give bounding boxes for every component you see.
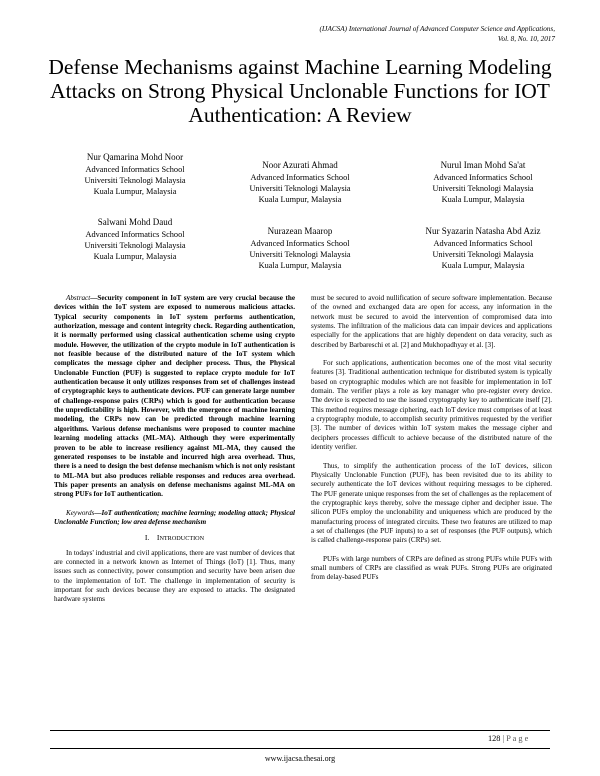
- author-affiliation: Advanced Informatics School: [250, 173, 350, 182]
- author-block: [225, 226, 375, 271]
- section-title-initial: I: [156, 533, 160, 543]
- author-university: Universiti Teknologi Malaysia: [84, 176, 186, 185]
- footer-divider: [50, 748, 550, 749]
- author-name: Salwani Mohd Daud: [97, 217, 173, 227]
- author-block: [60, 217, 210, 262]
- body-paragraph: For such applications, authentication becomes one of the most vital security features [3]. Traditional authentication technique for distributed system is typically based on cryptographic modules which are not feasible for implementation in IoT domain. The verifier plays a role as key manager who pre-register every device. The device is expected to use the issued cryptography key to authenticate itself [2]. This method requires message ciphering, each IoT device must comprises of at least a cryptography module, to accomplish security primitives requested by the verifier [3]. The number of devices within IoT system makes the message cipher and deciphers processes difficult to achieve because of the distributed nature of the identity verifier.: [311, 359, 552, 452]
- author-affiliation: Advanced Informatics School: [433, 239, 533, 248]
- body-paragraph: PUFs with large numbers of CRPs are defined as strong PUFs while PUFs with small numbers of CRPs are classified as weak PUFs. Strong PUFs are originated from delay-based PUFs: [311, 554, 552, 582]
- author-name: Nur Syazarin Natasha Abd Aziz: [425, 226, 541, 236]
- section-heading-introduction: [54, 533, 295, 543]
- author-affiliation: Advanced Informatics School: [85, 165, 185, 174]
- keywords-label: Keywords: [66, 508, 95, 517]
- author-location: Kuala Lumpur, Malaysia: [93, 187, 177, 196]
- author-location: Kuala Lumpur, Malaysia: [258, 261, 342, 270]
- journal-url: www.ijacsa.thesai.org: [264, 754, 336, 763]
- author-location: Kuala Lumpur, Malaysia: [93, 252, 177, 261]
- author-university: Universiti Teknologi Malaysia: [249, 184, 351, 193]
- author-location: Kuala Lumpur, Malaysia: [441, 261, 525, 270]
- author-location: Kuala Lumpur, Malaysia: [258, 195, 342, 204]
- author-block: [400, 226, 566, 271]
- body-paragraph: In todays' industrial and civil applications, there are vast number of devices that are connected in a network known as Internet of Things (IoT) [1]. Thus, many issues such as connectivity, power consumption and security have been arisen due to the implementation of IoT. The challenge in implementation of security is important for such devices because they are exposed to attacks. The designated hardware systems: [54, 548, 295, 604]
- author-name: Nurul Iman Mohd Sa'at: [440, 160, 526, 170]
- abstract-label: Abstract: [66, 294, 91, 302]
- author-affiliation: Advanced Informatics School: [85, 230, 185, 239]
- abstract-text: —Security component in IoT system are very crucial because the devices within the IoT system are exposed to numerous malicious attacks. Typical security components in IoT system performs authentication, authorization, message and content integrity check. Regarding authentication, it is normally performed using classical authentication scheme using crypto module. However, the utilization of the crypto module in IoT authentication is not feasible because of the distributed nature of the IoT system which complicates the message cipher and decipher process. Thus, the Physical Unclonable Function (PUF) is suggested to replace crypto module for IoT authentication because it only utilizes responses from set of challenges instead of cryptographic keys to authenticate devices. PUF can generate large number of challenge-response pairs (CRPs) which is good for authentication because the unpredictability is high. However, with the emergence of machine learning modeling, the CRPs now can be predicted through machine learning algorithms. Various defense mechanisms were proposed to counter machine learning modeling attacks (ML-MA). Although they were experimentally proven to be able to increase resiliency against ML-MA, they caused the generated responses to be instable and incurred high area overhead. Thus, there is a need to design the best defense mechanism which is not only resistant to ML-MA but also produces reliable responses and reduces area overhead. This paper presents an analysis on defense mechanisms against ML-MA on strong PUFs for IoT authentication.: [54, 294, 295, 499]
- journal-volume: Vol. 8, No. 10, 2017: [497, 35, 555, 43]
- author-university: Universiti Teknologi Malaysia: [432, 184, 534, 193]
- right-column: [311, 294, 552, 583]
- author-block: [60, 152, 210, 197]
- body-paragraph: Thus, to simplify the authentication process of the IoT devices, silicon Physically Unclonable Function (PUF), has been revisited due to its ability to securely authenticate the IoT devices without requiring messages to be ciphered. The PUF generate unique responses from the set of challenges as the replacement of the cryptographic keys thereby, solve the message cipher and decipher issue. The silicon PUFs employ the unclonability and uniqueness which are produced by the manufacturing process of integrated circuits. These two features are utilized to map a set of challenges (the PUF inputs) to a set of responses (the PUF outputs), which is called challenge-response pairs (CRPs) set.: [311, 461, 552, 545]
- author-name: Nurazean Maarop: [267, 226, 333, 236]
- page-label: | P a g e: [502, 734, 529, 743]
- journal-name: (IJACSA) International Journal of Advanced Computer Science and Applications,: [319, 25, 555, 33]
- author-university: Universiti Teknologi Malaysia: [84, 241, 186, 250]
- author-block: [225, 160, 375, 205]
- page-number-value: 128: [488, 734, 501, 743]
- author-affiliation: Advanced Informatics School: [250, 239, 350, 248]
- abstract: [54, 294, 295, 500]
- keywords-text: —IoT authentication; machine learning; modeling attack; Physical Unclonable Function; low area defense mechanism: [54, 508, 295, 526]
- author-name: Noor Azurati Ahmad: [262, 160, 338, 170]
- author-university: Universiti Teknologi Malaysia: [432, 250, 534, 259]
- author-affiliation: Advanced Informatics School: [433, 173, 533, 182]
- author-block: [408, 160, 558, 205]
- section-title-rest: NTRODUCTION: [159, 535, 205, 543]
- keywords: [54, 509, 295, 528]
- page-number: [488, 734, 550, 743]
- footer-divider: [50, 730, 550, 731]
- body-paragraph: must be secured to avoid nullification of secure software implementation. Because of the owned and exchanged data are open for access, any information in the network must be secured to avoid the intervention of compromised data into systems. The infiltration of the malicious data can impair devices and applications especially for the applications that are highly dependent on data veracity, such as described by Barbareschi et al. [2] and Mukhopadhyay et al. [3].: [311, 294, 552, 349]
- author-location: Kuala Lumpur, Malaysia: [441, 195, 525, 204]
- author-university: Universiti Teknologi Malaysia: [249, 250, 351, 259]
- left-column: [54, 294, 295, 605]
- journal-header: [155, 24, 555, 44]
- author-name: Nur Qamarina Mohd Noor: [86, 152, 184, 162]
- section-number: I.: [144, 533, 150, 543]
- paper-title: Defense Mechanisms against Machine Learning Modeling Attacks on Strong Physical Unclonable Functions for IOT Authentication: A Review: [48, 55, 552, 127]
